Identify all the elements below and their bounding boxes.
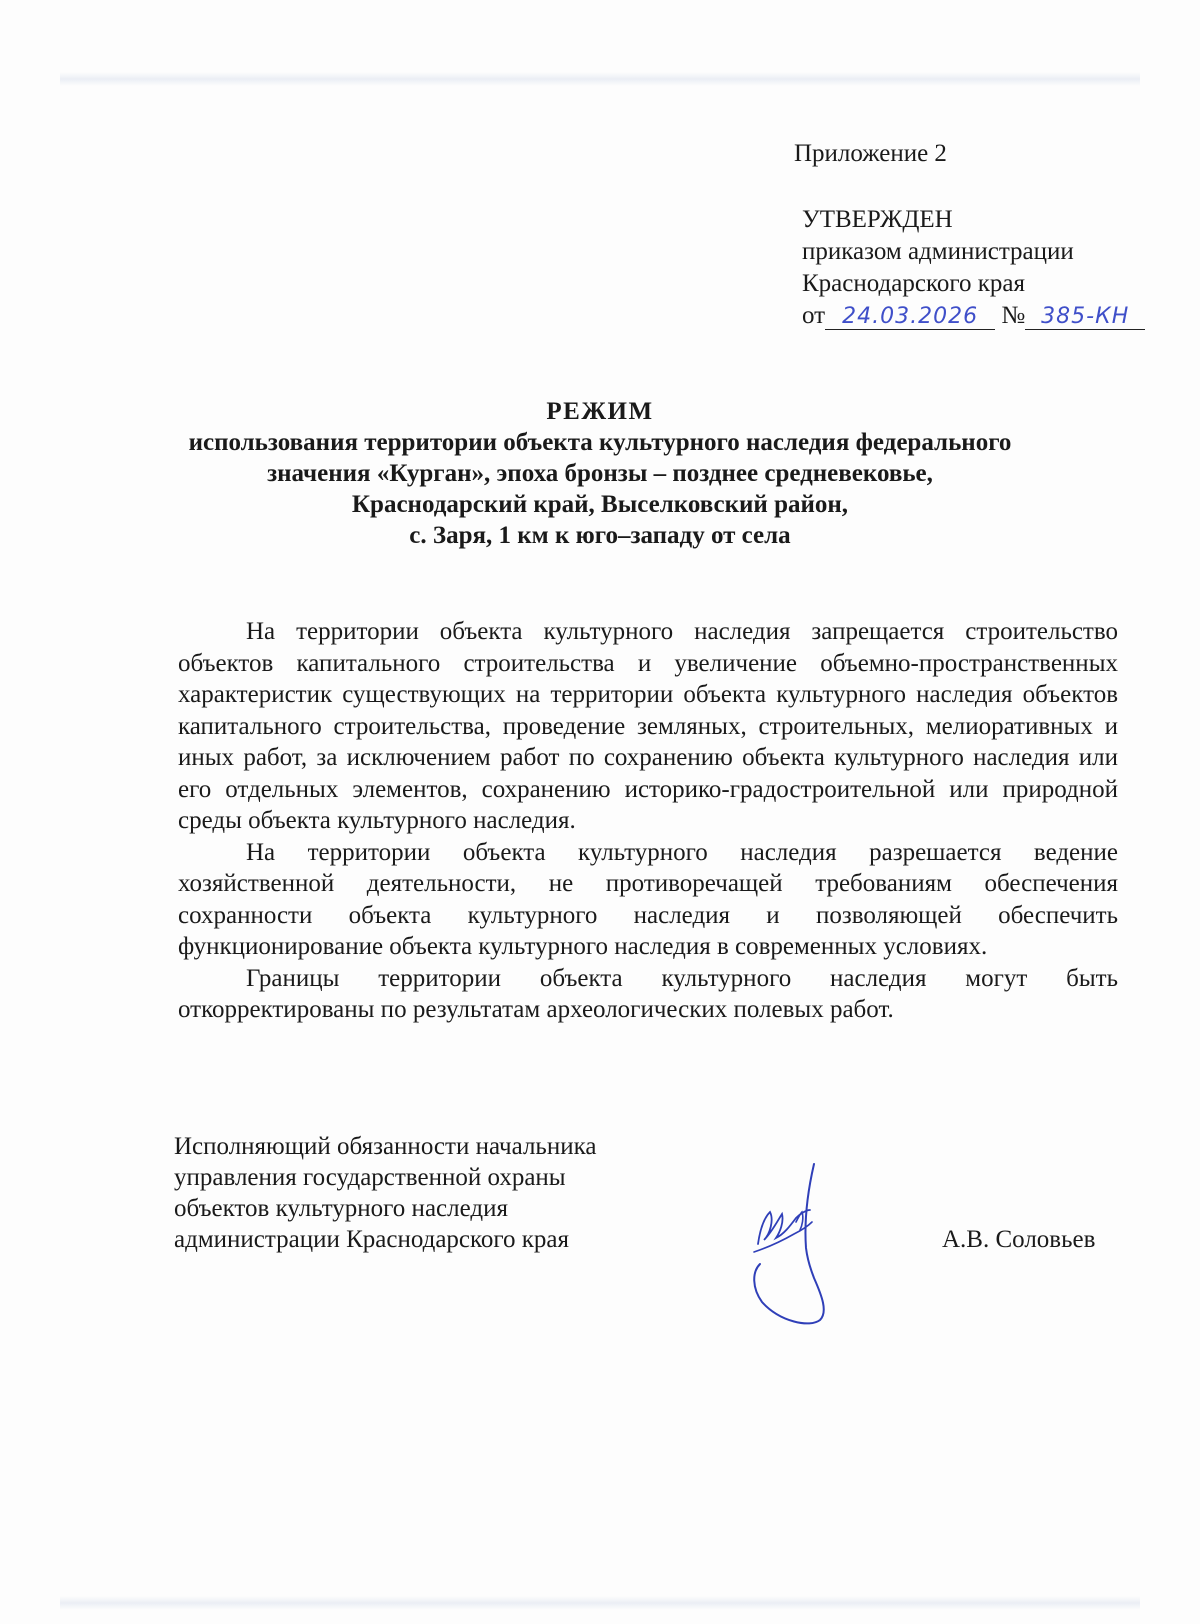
document-body [178,616,1118,1026]
position-line: администрации Краснодарского края [174,1226,570,1253]
approval-block [796,138,1136,332]
handwritten-date: 24.03.2026 [842,304,979,329]
position-line: Исполняющий обязанности начальника [174,1133,597,1160]
handwritten-signature [750,1160,870,1330]
signer-name: А.В. Соловьев [942,1226,1096,1253]
signatory-position [174,1131,674,1255]
approval-region-line: Краснодарского края [802,270,1025,297]
date-prefix: от [802,302,826,329]
title-line: значения «Курган», эпоха бронзы – позднее средневековье, [267,460,933,487]
body-paragraph: На территории объекта культурного наследия запрещается строительство объектов капитального строительства и увеличение объемно-пространственных характеристик существующих на территории объекта культурного наследия объектов капитального строительства, проведение земляных, строительных, мелиоративных и иных работ, за исключением работ по сохранению объекта культурного наследия или его отдельных элементов, сохранению историко-градостроительной или природной среды объекта культурного наследия. [178,618,1118,834]
handwritten-number: 385-КН [1041,304,1130,329]
document-title [100,396,1100,551]
approval-date-number-line [802,300,1136,332]
number-prefix: № [1001,302,1026,329]
body-paragraph: На территории объекта культурного наследия разрешается ведение хозяйственной деятельности, не противоречащей требованиям обеспечения сохранности объекта культурного наследия и позволяющей обеспечить функционирование объекта культурного наследия в современных условиях. [178,838,1118,960]
title-heading: РЕЖИМ [546,398,654,425]
title-line: с. Заря, 1 км к юго–западу от села [409,522,791,549]
position-line: объектов культурного наследия [174,1195,508,1222]
position-line: управления государственной охраны [174,1164,566,1191]
date-field [825,304,995,330]
number-field [1025,304,1145,330]
title-line: использования территории объекта культурного наследия федерального [188,429,1012,456]
approved-label: УТВЕРЖДЕН [802,206,953,233]
scan-artifact [60,72,1140,86]
approval-stamp [802,204,1136,332]
approval-order-line: приказом администрации [802,238,1074,265]
appendix-label: Приложение 2 [794,140,947,167]
title-line: Краснодарский край, Выселковский район, [351,491,849,518]
scan-artifact [60,1596,1140,1610]
body-paragraph: Границы территории объекта культурного наследия могут быть откорректированы по результатам археологических полевых работ. [178,964,1118,1023]
